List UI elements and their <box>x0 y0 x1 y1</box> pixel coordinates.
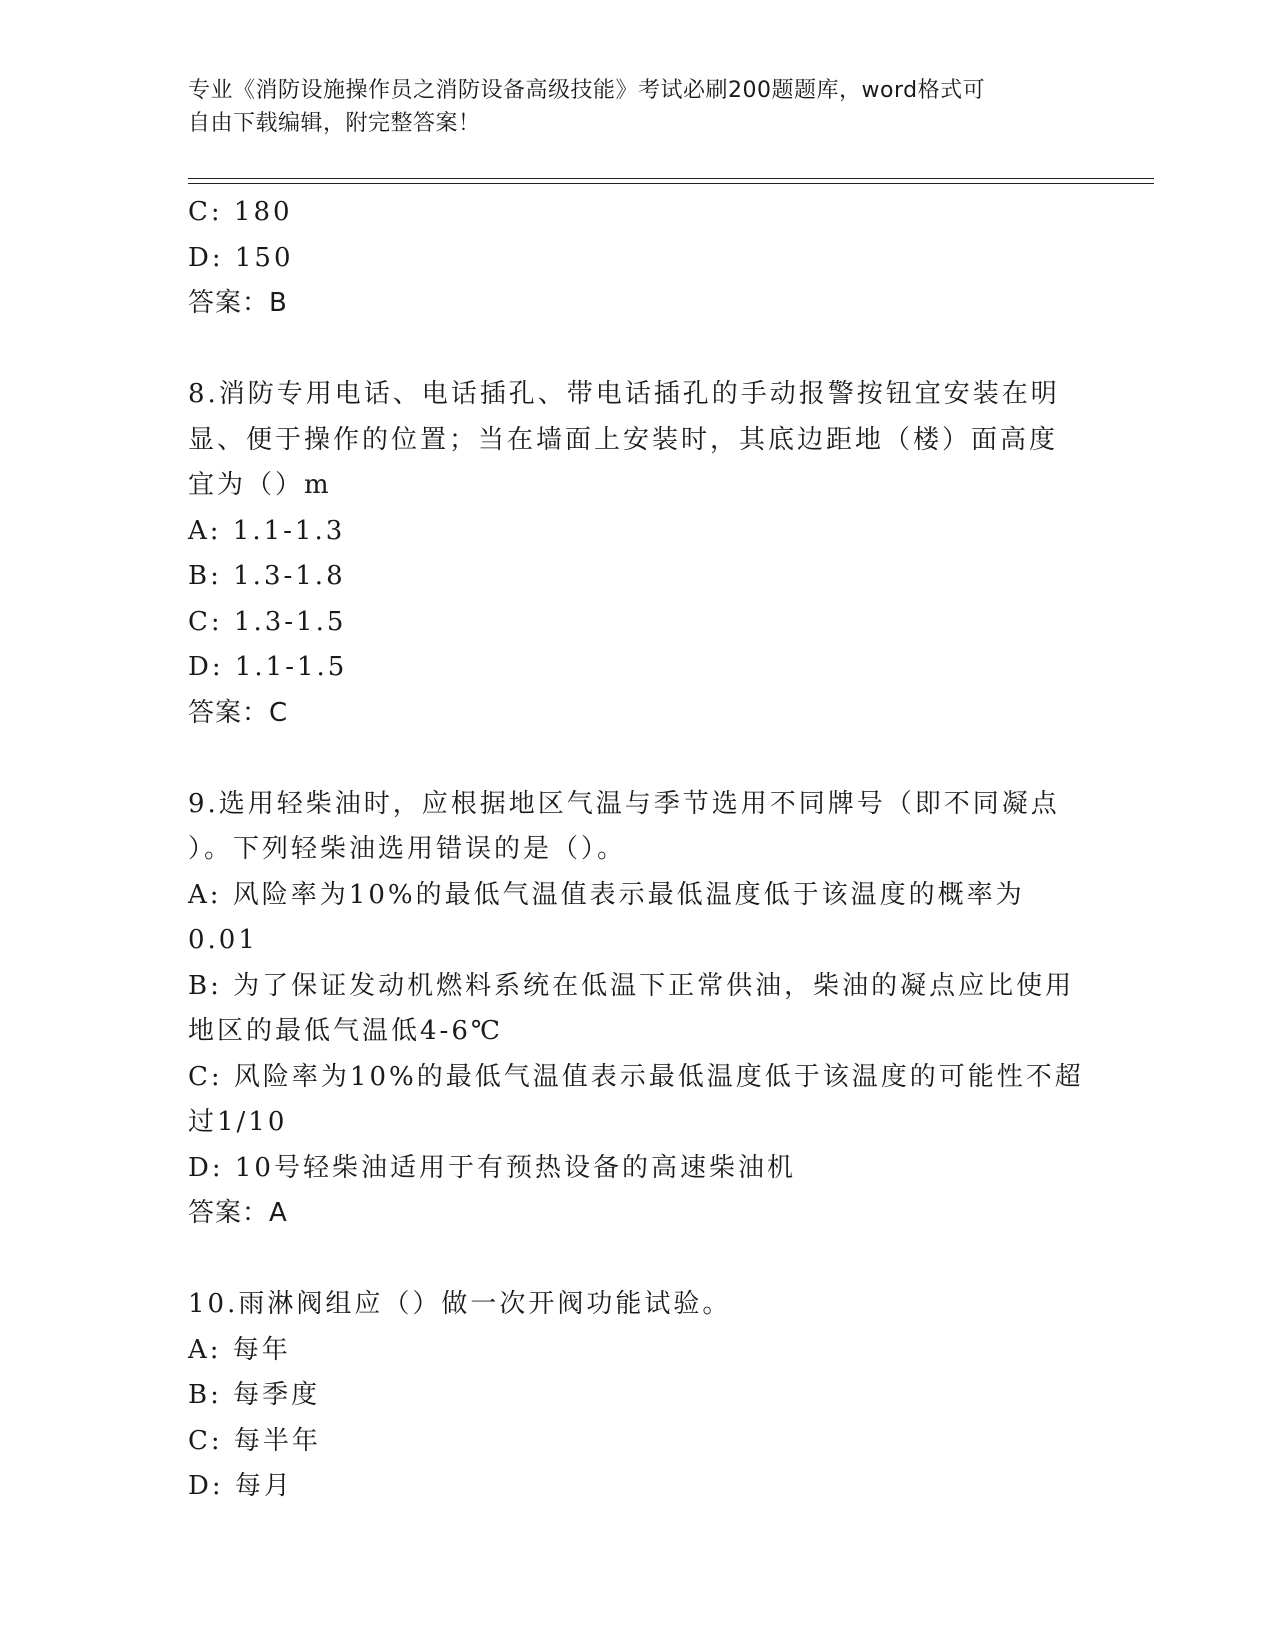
option-a: A: 每年 <box>188 1334 291 1365</box>
option-c: C: 风险率为10%的最低气温值表示最低温度低于该温度的可能性不超 <box>188 1061 1084 1092</box>
option-a: A: 1.1-1.3 <box>188 515 346 546</box>
option-d: D: 1.1-1.5 <box>188 652 348 682</box>
question-9 <box>188 782 1088 1237</box>
header-divider-top <box>188 178 1154 179</box>
question-stem-line: 显、便于操作的位置；当在墙面上安装时，其底边距地（楼）面高度 <box>188 424 1059 455</box>
option-c: C: 180 <box>188 197 293 227</box>
previous-question-tail <box>188 190 1088 327</box>
document-header <box>188 74 1068 140</box>
answer-line: 答案：B <box>188 288 288 318</box>
spacer <box>188 327 1088 373</box>
answer-line: 答案：A <box>188 1198 288 1228</box>
header-line-1: 专业《消防设施操作员之消防设备高级技能》考试必刷200题题库，word格式可 <box>188 78 986 103</box>
option-b: B: 1.3-1.8 <box>188 561 346 591</box>
spacer <box>188 736 1088 782</box>
option-b: B: 每季度 <box>188 1380 321 1410</box>
option-c: C: 1.3-1.5 <box>188 606 347 637</box>
option-c-continued: 过1/10 <box>188 1107 288 1137</box>
header-line-2: 自由下载编辑，附完整答案！ <box>188 111 481 136</box>
question-stem-line: 9.选用轻柴油时，应根据地区气温与季节选用不同牌号（即不同凝点 <box>188 788 1060 819</box>
option-b-continued: 地区的最低气温低4-6℃ <box>188 1016 503 1046</box>
option-d: D: 10号轻柴油适用于有预热设备的高速柴油机 <box>188 1152 796 1183</box>
header-divider-bottom <box>188 183 1154 184</box>
question-stem-line: 10.雨淋阀组应（）做一次开阀功能试验。 <box>188 1289 732 1319</box>
question-stem-line: 8.消防专用电话、电话插孔、带电话插孔的手动报警按钮宜安装在明 <box>188 379 1060 409</box>
document-body <box>188 190 1088 1510</box>
option-a: A: 风险率为10%的最低气温值表示最低温度低于该温度的概率为0.01 <box>188 879 1025 955</box>
option-d: D: 150 <box>188 242 294 273</box>
answer-line: 答案：C <box>188 697 289 728</box>
spacer <box>188 1237 1088 1283</box>
question-stem-line: 宜为（）m <box>188 470 332 500</box>
option-d: D: 每月 <box>188 1471 293 1501</box>
option-b: B: 为了保证发动机燃料系统在低温下正常供油，柴油的凝点应比使用 <box>188 970 1075 1001</box>
question-10 <box>188 1282 1088 1510</box>
question-8 <box>188 372 1088 736</box>
option-c: C: 每半年 <box>188 1425 321 1456</box>
question-stem-line: ）。下列轻柴油选用错误的是（）。 <box>188 834 627 864</box>
